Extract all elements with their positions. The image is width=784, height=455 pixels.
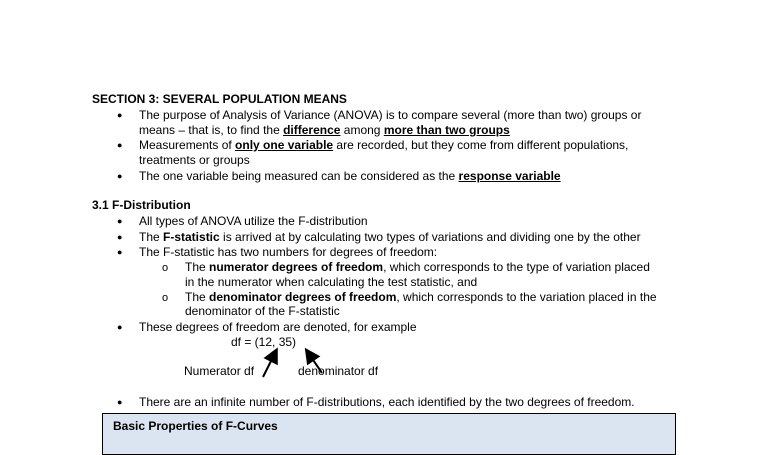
denominator-df-label: denominator df (298, 364, 379, 378)
emphasis-more-than-two-groups: more than two groups (383, 123, 510, 137)
text-segment: The (139, 230, 164, 244)
bullet-icon: ● (117, 216, 123, 226)
bullet-icon: ● (117, 110, 123, 120)
text-segment: is arrived at by calculating two types of variations and dividing one by the other (219, 230, 641, 244)
numerator-arrow-icon (263, 351, 276, 377)
text-segment: are recorded, but they come from different populations, (333, 138, 629, 152)
numerator-df-label: Numerator df (184, 364, 255, 378)
bullet-icon: ● (117, 247, 123, 257)
text-segment: among (340, 123, 384, 137)
measurements-line2: treatments or groups (139, 153, 250, 167)
emphasis-only-one-variable: only one variable (235, 138, 334, 152)
bullet-icon: ● (117, 232, 123, 242)
emphasis-response-variable: response variable (458, 169, 561, 183)
emphasis-numerator-df: numerator degrees of freedom (209, 260, 384, 274)
text-segment: The one variable being measured can be considered as the (139, 169, 459, 183)
emphasis-difference: difference (283, 123, 341, 137)
sub-bullet-icon: o (162, 262, 169, 274)
two-df-line: The F-statistic has two numbers for degrees of freedom: (139, 245, 438, 259)
bullet-icon: ● (117, 397, 123, 407)
df-denoted-line: These degrees of freedom are denoted, for example (139, 320, 417, 334)
emphasis-denominator-df: denominator degrees of freedom (209, 290, 397, 304)
numerator-df-line2: in the numerator when calculating the test statistic, and (185, 275, 478, 289)
emphasis-f-statistic: F-statistic (163, 230, 220, 244)
bullet-icon: ● (117, 322, 123, 332)
text-segment: Measurements of (139, 138, 236, 152)
text-segment: , which corresponds to the variation placed in the (396, 290, 657, 304)
text-segment: means – that is, to find the (139, 123, 284, 137)
basic-properties-title: Basic Properties of F-Curves (113, 419, 278, 433)
section-3-heading: SECTION 3: SEVERAL POPULATION MEANS (92, 92, 347, 106)
text-segment: , which corresponds to the type of variation placed (383, 260, 650, 274)
infinite-f-distributions-line: There are an infinite number of F-distributions, each identified by the two degrees of freedom. (139, 395, 635, 409)
anova-f-distribution-line: All types of ANOVA utilize the F-distribution (139, 214, 368, 228)
df-example: df = (12, 35) (231, 335, 297, 349)
anova-purpose-line1: The purpose of Analysis of Variance (ANOVA) is to compare several (more than two) groups or (139, 108, 642, 122)
bullet-icon: ● (117, 171, 123, 181)
text-segment: The (185, 260, 210, 274)
bullet-icon: ● (117, 140, 123, 150)
section-3-1-heading: 3.1 F-Distribution (92, 198, 191, 212)
sub-bullet-icon: o (162, 292, 169, 304)
basic-properties-box (102, 413, 676, 455)
denominator-df-line2: denominator of the F-statistic (185, 304, 340, 318)
text-segment: The (185, 290, 210, 304)
